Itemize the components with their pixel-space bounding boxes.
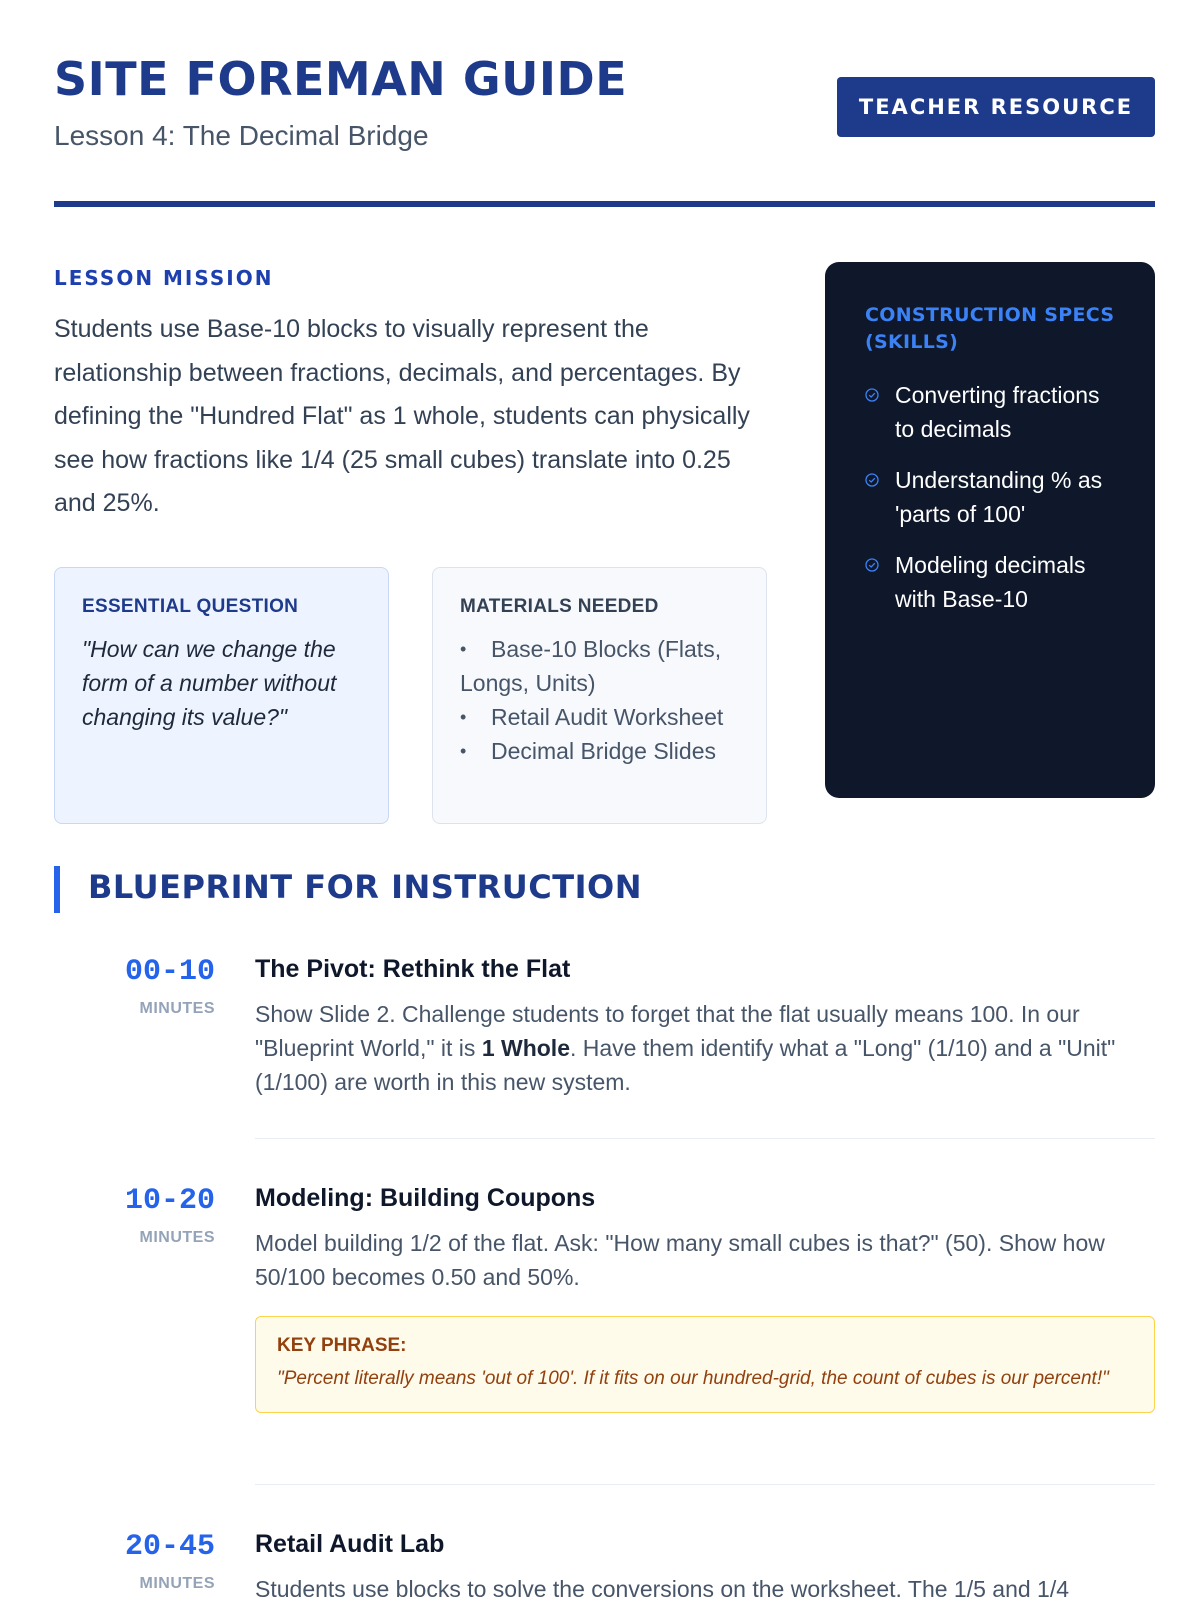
step-minutes-label: MINUTES bbox=[139, 1575, 215, 1592]
bullet-icon: • bbox=[460, 741, 467, 761]
construction-specs-panel bbox=[825, 262, 1155, 798]
step-text: Model building 1/2 of the flat. Ask: "How many small cubes is that?" (50). Show how 50/100 becomes 0.50 and 50%. bbox=[255, 1230, 1105, 1290]
blueprint-title: BLUEPRINT FOR INSTRUCTION bbox=[88, 868, 642, 906]
mission-label: LESSON MISSION bbox=[54, 266, 274, 290]
section-accent-bar bbox=[54, 866, 60, 913]
teacher-guide-page bbox=[54, 0, 1155, 1602]
list-item: • Retail Audit Worksheet bbox=[460, 700, 739, 734]
materials-label: MATERIALS NEEDED bbox=[460, 596, 659, 617]
skill-item: Modeling decimals with Base-10 bbox=[865, 548, 1125, 616]
step-time: 20-45 bbox=[124, 1530, 215, 1564]
mission-text: Students use Base-10 blocks to visually represent the relationship between fractions, decimals, and percentages. By defining the "Hundred Flat" as 1 whole, students can physically see how fractions like 1/4 (25 small cubes) translate into 0.25 and 25%. bbox=[54, 315, 750, 517]
key-phrase-label: KEY PHRASE: bbox=[277, 1335, 407, 1356]
key-phrase-callout bbox=[255, 1316, 1155, 1413]
essential-question-text: "How can we change the form of a number without changing its value?" bbox=[82, 636, 337, 730]
step-time: 00-10 bbox=[124, 955, 215, 989]
teacher-resource-badge: TEACHER RESOURCE bbox=[837, 77, 1155, 137]
check-circle-icon bbox=[865, 473, 879, 487]
step-title: Retail Audit Lab bbox=[255, 1530, 445, 1558]
step-minutes-label: MINUTES bbox=[139, 1229, 215, 1246]
check-circle-icon bbox=[865, 388, 879, 402]
step-body bbox=[255, 955, 1155, 1099]
bullet-icon: • bbox=[460, 639, 467, 659]
step-minutes-label: MINUTES bbox=[139, 1000, 215, 1017]
bullet-icon: • bbox=[460, 707, 467, 727]
step-body bbox=[255, 1184, 1155, 1413]
essential-question-label: ESSENTIAL QUESTION bbox=[82, 596, 299, 617]
step-title: The Pivot: Rethink the Flat bbox=[255, 955, 571, 983]
specs-title: CONSTRUCTION SPECS (SKILLS) bbox=[865, 304, 1115, 353]
lesson-subtitle: Lesson 4: The Decimal Bridge bbox=[54, 120, 429, 151]
header-divider bbox=[54, 201, 1155, 207]
step-divider bbox=[255, 1484, 1155, 1485]
check-circle-icon bbox=[865, 558, 879, 572]
materials-list bbox=[460, 632, 739, 768]
step-text: Show Slide 2. Challenge students to forget that the flat usually means 100. In our "Blueprint World," it is 1 Whole. Have them identify what a "Long" (1/10) and a "Unit" (1/100) are worth in this new system. bbox=[255, 1001, 1116, 1095]
step-title: Modeling: Building Coupons bbox=[255, 1184, 596, 1212]
list-item: • Decimal Bridge Slides bbox=[460, 734, 739, 768]
skill-item: Converting fractions to decimals bbox=[865, 378, 1125, 446]
step-divider bbox=[255, 1138, 1155, 1139]
key-phrase-text: "Percent literally means 'out of 100'. If it fits on our hundred-grid, the count of cubes is our percent!" bbox=[277, 1368, 1109, 1389]
list-item: • Base-10 Blocks (Flats, Longs, Units) bbox=[460, 632, 739, 700]
page-header bbox=[54, 0, 1155, 210]
skill-item: Understanding % as 'parts of 100' bbox=[865, 463, 1125, 531]
materials-card bbox=[432, 567, 767, 824]
essential-question-card bbox=[54, 567, 389, 824]
page-title: SITE FOREMAN GUIDE bbox=[54, 52, 628, 106]
step-body bbox=[255, 1530, 1155, 1606]
step-time: 10-20 bbox=[124, 1184, 215, 1218]
step-text: Students use blocks to solve the conversions on the worksheet. The 1/5 and 1/4 bbox=[255, 1576, 1070, 1602]
